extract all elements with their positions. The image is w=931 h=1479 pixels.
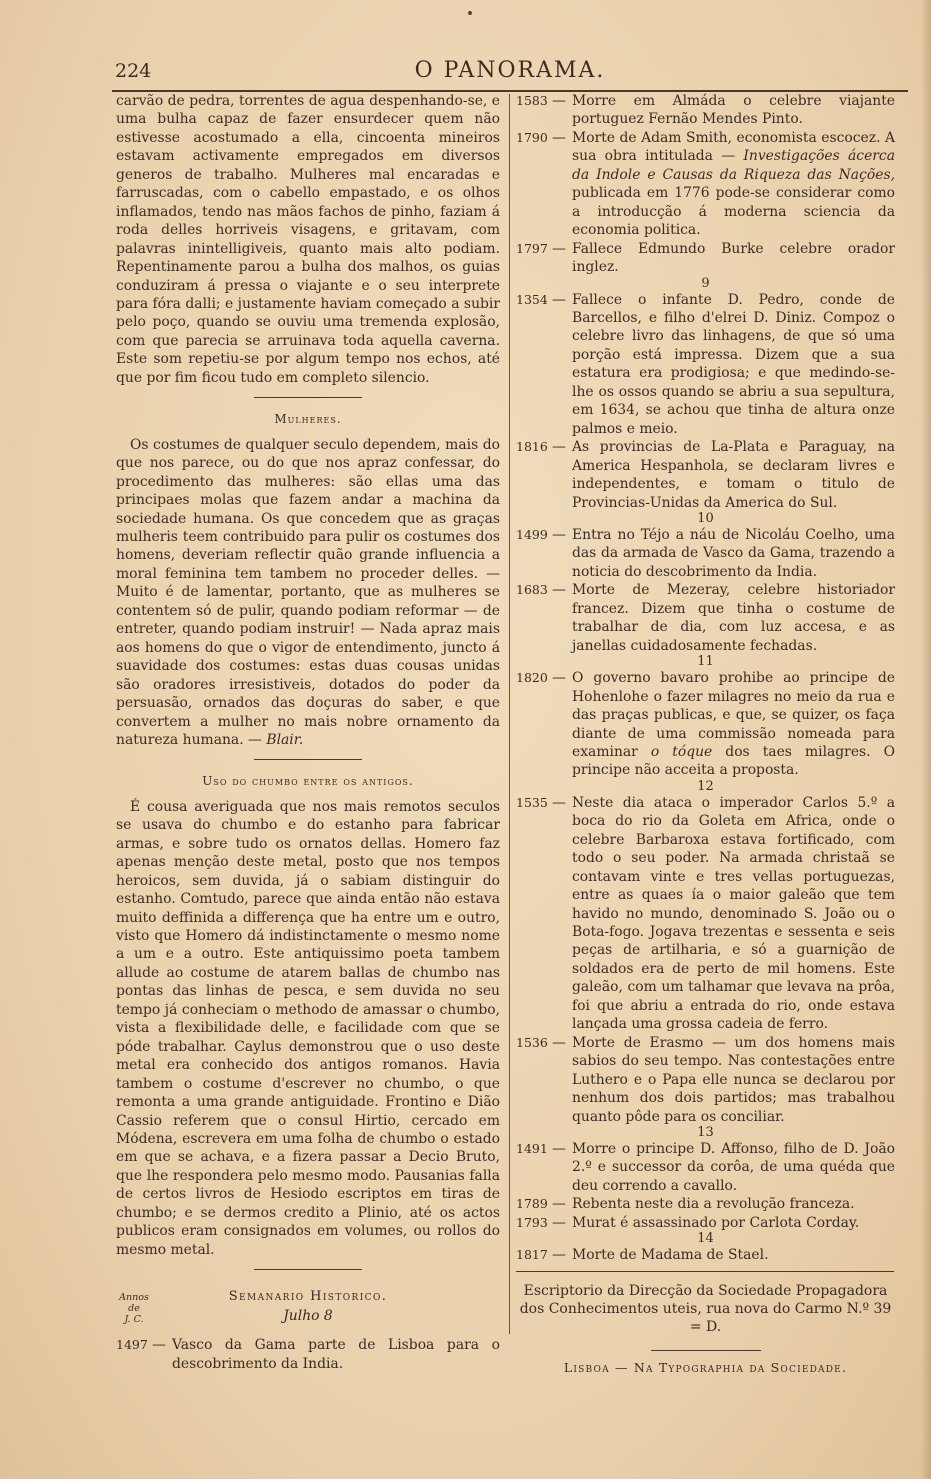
entry-year: 1491 (516, 1141, 548, 1157)
entry-text: Rebenta neste dia a revolução franceza. (572, 1196, 855, 1213)
entry-year: 1535 (516, 794, 548, 810)
entry-year: 1797 (516, 240, 548, 256)
entry-year: 1789 (516, 1196, 548, 1212)
entry-text: Vasco da Gama parte de Lisboa para o descobrimento da India. (172, 1337, 500, 1372)
mulheres-paragraph (116, 436, 500, 750)
chumbo-heading: Uso do chumbo entre os antigos. (202, 774, 414, 789)
entry-dash: — (552, 1247, 566, 1264)
entry-dash: — (552, 526, 566, 543)
page-edge-shadow (921, 0, 931, 1479)
publisher-notice: Escriptorio da Direcção da Sociedade Propagadora dos Conhecimentos uteis, rua nova do Carmo N.º 39 = D. (519, 1282, 892, 1335)
calendar-entry (516, 581, 895, 655)
calendar-day-number: 11 (697, 654, 714, 670)
entry-text: As provincias de La-Plata e Paraguay, na America Hespanhola, se declaram livres e independentes, e tomam o titulo de Provincias-Unidas da America do Sul. (572, 439, 895, 511)
entry-italic-title: o tóque (650, 743, 713, 760)
entry-dash: — (552, 240, 566, 257)
entry-dash: — (552, 129, 566, 146)
entry-text: dos taes milagres. O principe não acceita a proposta. (572, 743, 896, 779)
entry-year: 1583 (516, 93, 548, 108)
calendar-entry (516, 240, 895, 277)
calendar-entry (516, 1214, 895, 1232)
calendar-entry (516, 1140, 895, 1195)
section-divider (254, 1269, 362, 1270)
imprint-line: Lisboa — Na Typographia da Sociedade. (563, 1359, 848, 1375)
calendar-entry (516, 1034, 895, 1126)
semanario-heading (116, 1282, 500, 1336)
entry-dash: — (552, 794, 566, 811)
entry-year: 1817 (516, 1247, 548, 1263)
entry-dash: — (552, 439, 566, 456)
calendar-day-number: 10 (697, 510, 714, 526)
section-divider (254, 397, 362, 398)
entry-year: 1354 (516, 291, 548, 307)
annos-line: de (128, 1303, 140, 1315)
calendar-entry (516, 1246, 895, 1264)
calendar-entry (516, 291, 895, 439)
calendar-entry (516, 669, 895, 780)
running-title: O PANORAMA. (414, 58, 606, 83)
calendar-entry (516, 438, 895, 512)
entry-text: Murat é assassinado por Carlota Corday. (572, 1214, 860, 1231)
chumbo-paragraph: É cousa averiguada que nos mais remotos seculos se usava do chumbo e do estanho para fabricar armas, e sobre tudo os ornatos dellas. Homero faz apenas menção deste metal, posto que nos tempos heroicos, sem duvida, já o sabiam distinguir do estanho. Comtudo, parece que ainda então não estava muito deffinida a differença que ha entre um e outro, visto que Homero dá indistinctamente o mesmo nome a um e a outro. Este antiquissimo poeta tambem allude ao costume de atarem ballas de chumbo nas pontas das linhas de pesca, e sem duvida no seu tempo já conheciam o methodo de amassar o chumbo, vista a flexibilidade delle, e facilidade com que se póde trabalhar. Caylus demonstrou que o uso deste metal era conhecido dos antigos romanos. Havia tambem o costume d'escrever no chumbo, o que remonta a uma grande antiguidade. Frontino e Dião Cassio referem que o consul Hirtio, cercado em Módena, escrevera em uma folha de chumbo o estado em que se achava, e a fizera passar a Decio Bruto, que lhe respondera pelo mesmo modo. Pausanias falla de certos livros de Hesiodo escriptos em tiras de chumbo; e se dermos credito a Plinio, até os actos publicos eram consignados em volumes, ou rollos do mesmo metal. (116, 798, 500, 1258)
annos-line: Annos (119, 1292, 149, 1304)
entry-dash: — (552, 1196, 566, 1213)
entry-dash: — (552, 1034, 566, 1051)
calendar-day-number: 12 (697, 778, 714, 794)
calendar-day-number: 9 (701, 275, 710, 291)
entry-dash: — (552, 670, 566, 687)
entry-text: Morte de Mezeray, celebre historiador francez. Dizem que tinha o costume de trabalhar de dia, com luz accesa, e as janellas cuidadosamente fechadas. (572, 582, 895, 654)
footer-rule (516, 1271, 894, 1272)
entry-year: 1536 (516, 1034, 548, 1050)
right-column (516, 92, 895, 1377)
entry-year: 1497 (116, 1337, 148, 1353)
entry-year: 1499 (516, 526, 548, 542)
entry-text: Fallece o infante D. Pedro, conde de Barcellos, e filho d'elrei D. Diniz. Compoz o celebre livro das linhagens, de que só uma porção está impressa. Dizem que a sua estatura era prodigiosa; e que medindo-se-lhe os ossos quando se abriu a sua sepultura, em 1634, se achou que tinha de altura onze palmos e meio. (572, 291, 895, 437)
month-day: Julho 8 (283, 1307, 333, 1324)
entry-dash: — (552, 93, 566, 109)
annos-label (116, 1292, 152, 1325)
entry-year: 1816 (516, 439, 548, 455)
calendar-entry (116, 1336, 500, 1373)
entry-text: Neste dia ataca o imperador Carlos 5.º a boca do rio da Goleta em Africa, onde o celebre Barbaroxa estava fortificado, com todo o seu poder. Na armada christaã se contavam vinte e tres vellas portuguezas, entre as quaes ía o maior galeão que tem havido no mundo, denominado S. João ou o Bota-fogo. Jogava trezentas e sessenta e seis peças de artilharia, e só a guarnição de soldados era de perto de mil homens. Este galeão, com um talhamar que levava na prôa, foi que abriu a entrada do rio, onde estava lançada uma grossa cadeia de ferro. (572, 794, 895, 1033)
annos-line: J. C. (124, 1314, 144, 1326)
calendar-day-number: 14 (697, 1231, 714, 1247)
entry-text: Morre em Almáda o celebre viajante portuguez Fernão Mendes Pinto. (572, 93, 895, 128)
entry-dash: — (552, 1214, 566, 1231)
entry-text: O governo bavaro prohibe ao principe de Hohenlohe o fazer milagres no meio da rua e das praças publicas, e que, se quizer, os faça diante de uma commissão nomeada para examinar (572, 670, 895, 760)
entry-text: Morte de Adam Smith, economista escocez. A sua obra intitulada — (572, 129, 895, 165)
entry-text: Entra no Téjo a náu de Nicoláu Coelho, uma das da armada de Vasco da Gama, trazendo a noticia do descobrimento da India. (572, 526, 895, 580)
mulheres-text: Os costumes de qualquer seculo dependem, mais do que nos parece, ou do que nos apraz confessar, do procedimento das mulheres: são ellas uma das principaes molas que fazem andar a machina da sociedade humana. Os que concedem que as graças mulheris teem contribuido para pulir os costumes dos homens, deveriam reflectir quão grande influencia a moral feminina tem tambem no proceder delles. — Muito é de lamentar, portanto, que as mulheres se contentem só de pulir, quando podiam reformar — de entreter, quando podiam instruir! — Nada apraz mais aos homens do que o vigor de entendimento, juncto á suavidade dos costumes: estas duas cousas unidas são oradores irresistiveis, dotados do poder da persuasão, ornados das doçuras do saber, e que convertem a mulher no mais nobre ornamento da natureza humana. — (116, 436, 500, 748)
imprint-divider (651, 1350, 761, 1351)
entry-dash: — (552, 291, 566, 308)
calendar-entry (516, 92, 895, 129)
entry-text: publicada em 1776 pode-se considerar como a introducção á moderna sciencia da economia politica. (572, 185, 895, 239)
calendar-entry (516, 1195, 895, 1213)
ink-speck (468, 11, 472, 15)
calendar-right (516, 92, 895, 1265)
entry-text: Morte de Erasmo — um dos homens mais sabios do seu tempo. Nas contestações entre Luthero e o Papa elle nunca se declarou por nenhum dos dois partidos; mas trabalhou quanto pôde para os conciliar. (572, 1034, 895, 1125)
entry-text: Morre o principe D. Affonso, filho de D. João 2.º e successor da corôa, de uma quéda que deu correndo a cavallo. (572, 1141, 895, 1194)
mulheres-heading: Mulheres. (274, 412, 342, 427)
semanario-title: Semanario Historico. (228, 1289, 388, 1305)
calendar-entry (516, 794, 895, 1034)
entry-dash: — (552, 582, 566, 599)
entry-year: 1790 (516, 129, 548, 145)
entry-year: 1793 (516, 1214, 548, 1230)
calendar-entry (516, 129, 895, 240)
entry-italic-title: Investigações ácerca da Indole e Causas da Riqueza das Nações, (572, 148, 895, 183)
entry-text: Fallece Edmundo Burke celebre orador inglez. (572, 240, 895, 276)
section-divider (254, 759, 362, 760)
entry-text: Morte de Madama de Stael. (572, 1247, 769, 1264)
left-column (116, 92, 500, 1373)
intro-paragraph: carvão de pedra, torrentes de agua despenhando-se, e uma bulha capaz de fazer ensurdecer quem não estivesse acostumado a ella, cincoenta mineiros estavam activamente empregados em diversos generos de trabalho. Mulheres mal encaradas e farruscadas, com o cabello empastado, e os olhos inflamados, tendo nas mãos fachos de pinho, faziam á roda delles horriveis visagens, e gritavam, com palavras inintelligiveis, quanto mais alto podiam. Repentinamente parou a bulha dos malhos, os guias conduziram á pressa o viajante e o seu interprete para fóra dalli; e justamente haviam começado a subir pelo poço, quando se ouviu uma tremenda explosão, com que parecia se arruinava toda aquella caverna. Este som repetiu-se por algum tempo nos echos, até que por fim ficou tudo em completo silencio. (116, 93, 500, 386)
page-number: 224 (115, 60, 152, 82)
page-header (115, 58, 905, 90)
entry-dash: — (152, 1337, 166, 1354)
entry-year: 1683 (516, 582, 548, 598)
calendar-left (116, 1336, 500, 1373)
column-separator (509, 94, 510, 1334)
calendar-day-number: 13 (697, 1125, 714, 1141)
entry-dash: — (552, 1141, 566, 1158)
calendar-entry (516, 526, 895, 581)
mulheres-author: Blair. (266, 731, 304, 748)
entry-year: 1820 (516, 670, 548, 686)
